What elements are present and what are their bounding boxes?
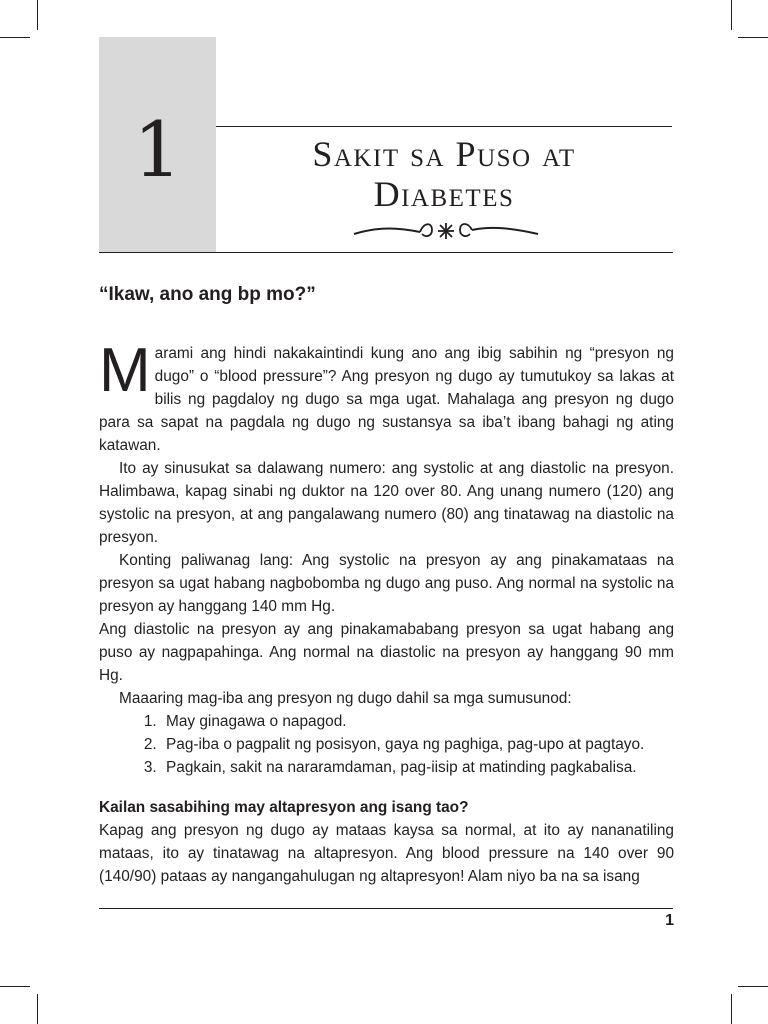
paragraph: Maaaring mag-iba ang presyon ng dugo dahil sa mga sumusunod: [119,690,572,707]
paragraph: Ito ay sinusukat sa dalawang numero: ang systolic at ang diastolic na presyon. Halimbawa, kapag sinabi ng duktor na 120 over 80. Ang unang numero (120) ang systolic na presyon, at ang pangalawang numero (80) ang tinatawag na diastolic na presyon. [99,460,674,546]
cause-list [99,710,674,779]
section-paragraph: Kapag ang presyon ng dugo ay mataas kaysa sa normal, at ito ay nananatiling mataas, ito ay tinatawag na altapresyon. Ang blood pressure na 140 over 90 (140/90) pataas ay nangangahulugan ng altapresyon! Alam niyo ba na sa isang [99,822,674,885]
chapter-number: 1 [133,105,182,194]
chapter-title [216,134,672,214]
intro-text: arami ang hindi nakakaintindi kung ano ang ibig sabihin ng “presyon ng dugo” o “blood pressure”? Ang presyon ng dugo ay tumutukoy sa lakas at bilis ng pagdaloy ng dugo sa mga ugat. Mahalaga ang presyon ng dugo para sa sapat na pagdala ng dugo ng sustansya sa iba’t ibang bahagi ng ating katawan. [99,345,674,454]
crop-mark [738,37,768,38]
header-rule-bottom [99,252,673,253]
crop-mark [37,0,38,30]
page-number: 1 [665,912,674,929]
list-item: 3. Pagkain, sakit na nararamdaman, pag-iisip at matinding pagkabalisa. [161,756,674,779]
subheading: “Ikaw, ano ang bp mo?” [99,284,316,305]
section-heading: Kailan sasabihing may altapresyon ang isang tao? [99,799,469,816]
list-item: 1. May ginagawa o napagod. [161,710,674,733]
ornament-icon [350,218,542,244]
crop-mark [37,994,38,1024]
chapter-title-line1: Sakit sa Puso at [312,134,576,174]
section-body [99,819,674,888]
crop-mark [731,994,732,1024]
crop-mark [731,0,732,30]
paragraph: Ang diastolic na presyon ay ang pinakamababang presyon sa ugat habang ang puso ay nagpapahinga. Ang normal na diastolic na presyon ay hanggang 90 mm Hg. [99,621,674,684]
paragraph: Konting paliwanag lang: Ang systolic na presyon ay ang pinakamataas na presyon sa ugat habang nagbobomba ng dugo ang puso. Ang normal na systolic na presyon ay hanggang 140 mm Hg. [99,552,674,615]
crop-mark [0,37,30,38]
header-rule-top [216,126,672,127]
footer-rule [99,908,673,909]
drop-cap: M [99,336,151,405]
body-text [99,336,674,779]
chapter-title-line2: Diabetes [373,174,515,214]
intro-paragraph [99,336,674,457]
list-item: 2. Pag-iba o pagpalit ng posisyon, gaya ng paghiga, pag-upo at pagtayo. [161,733,674,756]
crop-mark [738,986,768,987]
crop-mark [0,986,30,987]
